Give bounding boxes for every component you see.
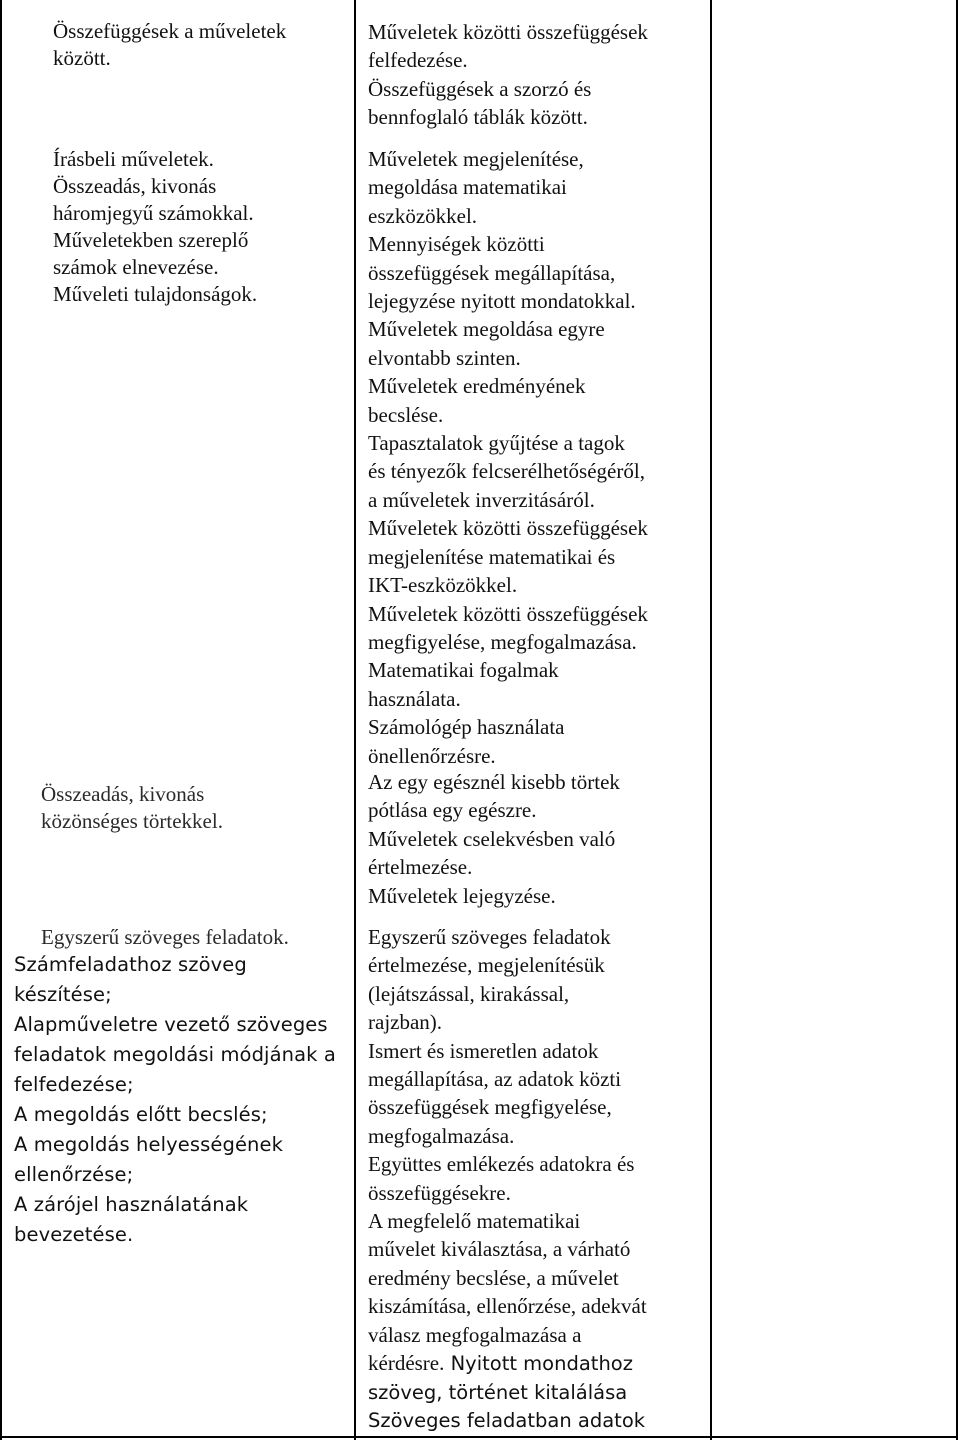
text-line: között. [53, 46, 111, 70]
text-line: elvontabb szinten. [368, 345, 521, 370]
middle-section-relations [368, 18, 648, 132]
text-line: megoldása matematikai [368, 175, 567, 200]
table-border-bottom [0, 1436, 958, 1438]
text-line: bevezetése. [14, 1223, 134, 1246]
text-line: A megoldás előtt becslés; [14, 1103, 268, 1126]
text-line: szöveg, történet kitalálása [368, 1380, 628, 1404]
text-line: Összefüggések a szorzó és [368, 76, 592, 101]
text-line: Alapműveletre vezető szöveges [14, 1013, 328, 1036]
text-line: Műveletek cselekvésben való [368, 826, 616, 851]
text-line: közönséges törtekkel. [41, 809, 223, 833]
text-line: rajzban). [368, 1010, 443, 1035]
text-line: használata. [368, 686, 461, 711]
text-line: eszközökkel. [368, 203, 478, 228]
left-section-word-problems [14, 950, 336, 1250]
text-line: (lejátszással, kirakással, [368, 981, 570, 1006]
text-line: Egyszerű szöveges feladatok [368, 925, 611, 949]
text-line: megfigyelése, megfogalmazása. [368, 629, 637, 654]
middle-section-fractions [368, 768, 620, 910]
text-line: készítése; [14, 983, 112, 1006]
text-line: A megfelelő matematikai [368, 1209, 581, 1234]
text-line: összefüggések megfigyelése, [368, 1095, 612, 1120]
text-line: pótlása egy egészre. [368, 798, 537, 823]
text-line: Matematikai fogalmak [368, 658, 559, 683]
text-run-sans: Nyitott mondathoz [444, 1352, 633, 1376]
text-run-serif: kérdésre. [368, 1351, 445, 1376]
text-line: háromjegyű számokkal. [53, 201, 254, 225]
text-line: lejegyzése nyitott mondatokkal. [368, 289, 636, 314]
text-line: Műveletek megoldása egyre [368, 317, 605, 342]
text-line: Együttes emlékezés adatokra és [368, 1152, 635, 1177]
text-line: feladatok megoldási módjának a [14, 1043, 336, 1066]
table-border-right [956, 0, 958, 1440]
text-line: összefüggések megállapítása, [368, 260, 616, 285]
text-line: Műveletek közötti összefüggések [368, 20, 648, 44]
section-title: Egyszerű szöveges feladatok. [41, 925, 289, 949]
text-line: összefüggésekre. [368, 1180, 511, 1205]
text-line: művelet kiválasztása, a várható [368, 1237, 631, 1262]
text-line: Műveletek megjelenítése, [368, 147, 584, 171]
text-line: felfedezése; [14, 1073, 134, 1096]
text-line: Írásbeli műveletek. [53, 147, 214, 171]
text-line: felfedezése. [368, 48, 468, 73]
text-line: megfogalmazása. [368, 1123, 515, 1148]
text-line: bennfoglaló táblák között. [368, 105, 588, 130]
middle-section-operations-display [368, 145, 648, 770]
right-column-empty-cell [712, 0, 956, 1436]
text-line: Műveletek lejegyzése. [368, 883, 556, 908]
text-line: megjelenítése matematikai és [368, 544, 616, 569]
text-line: ellenőrzése; [14, 1163, 134, 1186]
left-section-word-problems-title [41, 924, 289, 951]
text-line: A zárójel használatának [14, 1193, 249, 1216]
text-line: és tényezők felcserélhetőségéről, [368, 459, 645, 484]
text-line: Összefüggések a műveletek [53, 19, 287, 43]
text-line-mixed [368, 1349, 647, 1378]
text-line: Összeadás, kivonás [41, 782, 205, 806]
text-line: értelmezése. [368, 855, 473, 880]
text-line: Műveleti tulajdonságok. [53, 282, 258, 306]
table-border-left [0, 0, 2, 1440]
text-line: eredmény becslése, a művelet [368, 1265, 619, 1290]
text-line: Műveletek eredményének [368, 374, 586, 399]
text-line: a műveletek inverzitásáról. [368, 487, 595, 512]
text-line: Tapasztalatok gyűjtése a tagok [368, 431, 625, 456]
text-line: Mennyiségek közötti [368, 232, 545, 257]
text-line: Műveletek közötti összefüggések [368, 601, 648, 626]
text-line: Ismert és ismeretlen adatok [368, 1038, 599, 1063]
text-line: értelmezése, megjelenítésük [368, 953, 605, 978]
text-line: kiszámítása, ellenőrzése, adekvát [368, 1294, 647, 1319]
column-divider-1 [354, 0, 356, 1440]
text-line: becslése. [368, 402, 444, 427]
text-line: Az egy egésznél kisebb törtek [368, 770, 620, 794]
text-line: önellenőrzésre. [368, 743, 496, 768]
left-section-operations-relations [53, 18, 286, 72]
left-section-fractions [41, 781, 223, 835]
text-line: Összeadás, kivonás [53, 174, 217, 198]
text-line: IKT-eszközökkel. [368, 573, 518, 598]
text-line: Szöveges feladatban adatok [368, 1408, 646, 1432]
text-line: Számfeladathoz szöveg [14, 953, 247, 976]
middle-section-word-problems [368, 923, 647, 1435]
text-line: megállapítása, az adatok közti [368, 1067, 622, 1092]
text-line: Műveletek közötti összefüggések [368, 516, 648, 541]
text-line: Számológép használata [368, 715, 565, 740]
text-line: számok elnevezése. [53, 255, 219, 279]
text-line: válasz megfogalmazása a [368, 1322, 582, 1347]
left-section-written-operations [53, 146, 257, 308]
text-line: A megoldás helyességének [14, 1133, 283, 1156]
text-line: Műveletekben szereplő [53, 228, 249, 252]
